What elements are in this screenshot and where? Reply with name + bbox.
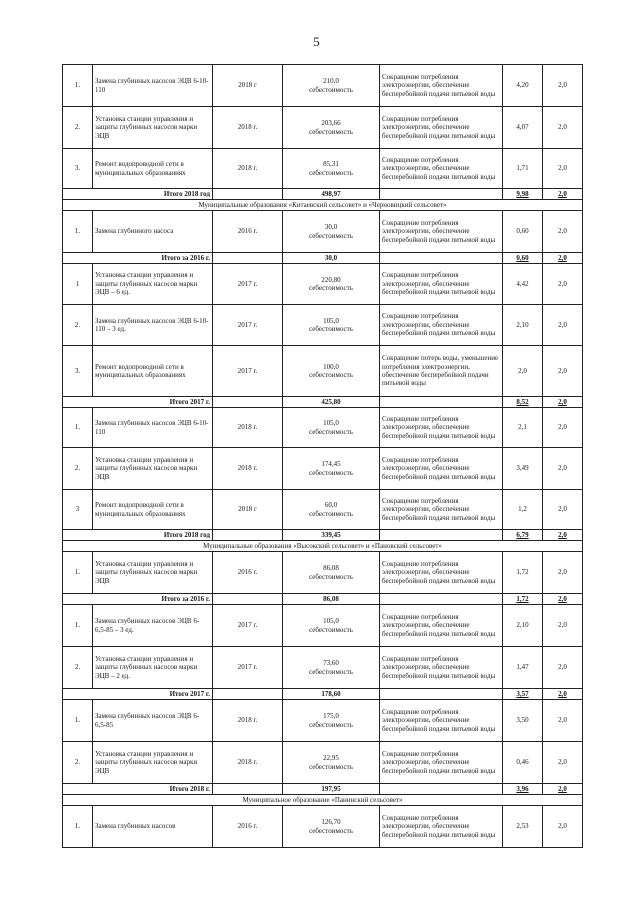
cost-note: себестоимость (309, 371, 353, 379)
measure-payback: 2,0 (543, 305, 583, 346)
total-economy: 6,79 (503, 530, 543, 541)
measure-effect: Сокращение потребления электроэнергии, обеспечение бесперебойной подачи питьевой воды (380, 605, 503, 647)
total-row (63, 189, 583, 200)
cost-note: себестоимость (309, 231, 353, 240)
measure-year: 2018 г. (213, 408, 283, 448)
measure-cost (283, 742, 380, 784)
total-cost: 339,45 (283, 530, 380, 541)
total-cost: 30,0 (283, 253, 380, 264)
measure-year: 2018 г. (213, 107, 283, 149)
total-economy: 9,98 (503, 189, 543, 200)
cost-value: 105,0 (323, 316, 339, 325)
measure-name: Замена глубинных насосов ЭЦВ 6-10-110 – 3 ед. (93, 305, 213, 346)
measure-name: Установка станции управления и защиты глубинных насосов марки ЭЦВ (93, 448, 213, 490)
measure-economy: 2,0 (503, 346, 543, 397)
row-number: 2. (63, 742, 93, 784)
total-cost: 86,08 (283, 594, 380, 605)
total-label: Итого за 2016 г. (63, 253, 213, 264)
total-economy: 3,96 (503, 784, 543, 795)
section-header-row (63, 541, 583, 552)
table-row (63, 305, 583, 346)
table-row (63, 552, 583, 594)
total-effect-spacer (380, 784, 503, 795)
measure-name: Замена глубинных насосов ЭЦВ 6-6,5-85 (93, 700, 213, 742)
cost-value: 105,0 (323, 419, 339, 428)
table-row (63, 806, 583, 848)
row-number: 3 (63, 490, 93, 530)
total-cost: 425,80 (283, 397, 380, 408)
cost-note: себестоимость (309, 168, 353, 177)
total-effect-spacer (380, 594, 503, 605)
measure-payback: 2,0 (543, 264, 583, 305)
measure-year: 2018 г. (213, 700, 283, 742)
measure-payback: 2,0 (543, 149, 583, 189)
measure-payback: 2,0 (543, 552, 583, 594)
total-effect-spacer (380, 253, 503, 264)
measure-cost (283, 605, 380, 647)
measure-economy: 4,42 (503, 264, 543, 305)
measure-effect: Сокращение потребления электроэнергии, обеспечение бесперебойной подачи питьевой воды (380, 149, 503, 189)
section-header-row (63, 795, 583, 806)
measure-effect: Сокращение потребления электроэнергии, обеспечение бесперебойной подачи питьевой воды (380, 65, 503, 107)
cost-value: 60,0 (324, 501, 338, 510)
total-row (63, 253, 583, 264)
measure-payback: 2,0 (543, 448, 583, 490)
table-row (63, 264, 583, 305)
total-row (63, 530, 583, 541)
total-row (63, 689, 583, 700)
measure-economy: 0,46 (503, 742, 543, 784)
measure-payback: 2,0 (543, 65, 583, 107)
measure-payback: 2,0 (543, 647, 583, 689)
measure-cost (283, 408, 380, 448)
measure-effect: Сокращение потребления электроэнергии, обеспечение бесперебойной подачи питьевой воды (380, 700, 503, 742)
table-row (63, 490, 583, 530)
cost-note: себестоимость (309, 667, 353, 676)
measure-year: 2017 г. (213, 305, 283, 346)
measure-name: Установка станции управления и защиты глубинных насосов марки ЭЦВ (93, 742, 213, 784)
table-row (63, 742, 583, 784)
measure-year: 2017 г. (213, 647, 283, 689)
row-number: 1. (63, 408, 93, 448)
measure-cost (283, 149, 380, 189)
measure-economy: 2,53 (503, 806, 543, 848)
cost-value: 210,0 (323, 77, 339, 86)
measure-effect: Сокращение потребления электроэнергии, обеспечение бесперебойной подачи питьевой воды (380, 408, 503, 448)
row-number: 1. (63, 806, 93, 848)
measure-effect: Сокращение потребления электроэнергии, обеспечение бесперебойной подачи питьевой воды (380, 211, 503, 253)
total-spacer (213, 189, 283, 200)
measure-year: 2017 г. (213, 346, 283, 397)
total-cost: 178,60 (283, 689, 380, 700)
measure-effect: Сокращение потребления электроэнергии, обеспечение бесперебойной подачи питьевой воды (380, 448, 503, 490)
measure-payback: 2,0 (543, 408, 583, 448)
measure-effect: Сокращение потребления электроэнергии, обеспечение бесперебойной подачи питьевой воды (380, 107, 503, 149)
measure-cost (283, 806, 380, 848)
cost-note: себестоимость (309, 427, 353, 436)
total-economy: 1,72 (503, 594, 543, 605)
cost-value: 220,80 (321, 275, 341, 284)
measure-year: 2016 г. (213, 552, 283, 594)
total-cost: 498,97 (283, 189, 380, 200)
measure-name: Установка станции управления и защиты глубинных насосов марки ЭЦВ (93, 107, 213, 149)
total-payback: 2,0 (543, 530, 583, 541)
total-spacer (213, 594, 283, 605)
measure-economy: 2,1 (503, 408, 543, 448)
cost-note: себестоимость (309, 762, 353, 771)
total-spacer (213, 784, 283, 795)
total-economy: 8,52 (503, 397, 543, 408)
measure-economy: 3,49 (503, 448, 543, 490)
cost-value: 100,0 (323, 362, 339, 371)
measure-name: Замена глубинного насоса (93, 211, 213, 253)
measure-cost (283, 490, 380, 530)
measure-year: 2018 г (213, 65, 283, 107)
measure-name: Ремонт водопроводной сети в муниципальных образованиях (93, 490, 213, 530)
measure-payback: 2,0 (543, 700, 583, 742)
total-spacer (213, 689, 283, 700)
measure-year: 2016 г. (213, 211, 283, 253)
total-label: Итого 2018 г. (63, 784, 213, 795)
measure-effect: Сокращение потребления электроэнергии, обеспечение бесперебойной подачи питьевой воды (380, 490, 503, 530)
measure-cost (283, 264, 380, 305)
measure-effect: Сокращение потребления электроэнергии, обеспечение бесперебойной подачи питьевой воды (380, 806, 503, 848)
total-label: Итого 2018 год (63, 530, 213, 541)
measure-payback: 2,0 (543, 107, 583, 149)
total-payback: 2,0 (543, 189, 583, 200)
measure-payback: 2,0 (543, 742, 583, 784)
measure-economy: 1,47 (503, 647, 543, 689)
measure-effect: Сокращение потребления электроэнергии, обеспечение бесперебойной подачи питьевой воды (380, 305, 503, 346)
total-spacer (213, 397, 283, 408)
total-payback: 2,0 (543, 594, 583, 605)
section-title: Муниципальные образования «Высокский сельсовет» и «Пановский сельсовет» (63, 541, 583, 552)
row-number: 3. (63, 149, 93, 189)
measure-year: 2016 г. (213, 806, 283, 848)
measure-effect: Сокращение потребления электроэнергии, обеспечение бесперебойной подачи питьевой воды (380, 552, 503, 594)
total-effect-spacer (380, 530, 503, 541)
total-row (63, 594, 583, 605)
measure-name: Установка станции управления и защиты глубинных насосов марки ЭЦВ (93, 552, 213, 594)
row-number: 2. (63, 448, 93, 490)
measure-economy: 1,72 (503, 552, 543, 594)
total-effect-spacer (380, 189, 503, 200)
measure-economy: 0,60 (503, 211, 543, 253)
total-economy: 3,57 (503, 689, 543, 700)
total-row (63, 784, 583, 795)
measure-effect: Сокращение потребления электроэнергии, обеспечение бесперебойной подачи питьевой воды (380, 264, 503, 305)
cost-note: себестоимость (309, 127, 353, 136)
cost-value: 85,31 (323, 160, 339, 169)
measure-name: Ремонт водопроводной сети в муниципальных образованиях (93, 346, 213, 397)
cost-value: 86,08 (323, 564, 339, 573)
table-row (63, 346, 583, 397)
total-spacer (213, 253, 283, 264)
total-cost: 197,95 (283, 784, 380, 795)
measure-economy: 2,10 (503, 605, 543, 647)
measure-effect: Сокращение потребления электроэнергии, обеспечение бесперебойной подачи питьевой воды (380, 742, 503, 784)
cost-value: 126,70 (321, 818, 341, 827)
cost-note: себестоимость (309, 468, 353, 477)
total-label: Итого 2017 г. (63, 689, 213, 700)
row-number: 2. (63, 107, 93, 149)
measure-cost (283, 107, 380, 149)
row-number: 1. (63, 65, 93, 107)
measure-payback: 2,0 (543, 490, 583, 530)
measure-economy: 1,2 (503, 490, 543, 530)
row-number: 1. (63, 552, 93, 594)
total-payback: 2,0 (543, 253, 583, 264)
measure-name: Замена глубинных насосов ЭЦВ 6-6,5-85 – 3 ед. (93, 605, 213, 647)
row-number: 1 (63, 264, 93, 305)
table-row (63, 647, 583, 689)
measure-name: Замена глубинных насосов ЭЦВ 6-10-110 (93, 408, 213, 448)
measure-effect: Сокращение потерь воды, уменьшение потребления электроэнергии, обеспечение бесперебойной подачи питьевой воды (380, 346, 503, 397)
table-row (63, 448, 583, 490)
row-number: 1. (63, 700, 93, 742)
table-row (63, 107, 583, 149)
measure-cost (283, 211, 380, 253)
total-label: Итого за 2016 г. (63, 594, 213, 605)
measure-year: 2018 г. (213, 149, 283, 189)
measure-payback: 2,0 (543, 211, 583, 253)
measure-cost (283, 305, 380, 346)
table-row (63, 700, 583, 742)
cost-note: себестоимость (309, 509, 353, 518)
table-row (63, 149, 583, 189)
cost-value: 175,0 (323, 712, 339, 721)
cost-note: себестоимость (309, 625, 353, 634)
cost-value: 174,45 (321, 460, 341, 469)
row-number: 3. (63, 346, 93, 397)
cost-note: себестоимость (309, 85, 353, 94)
measure-economy: 3,50 (503, 700, 543, 742)
section-title: Муниципальное образование «Панинский сельсовет» (63, 795, 583, 806)
measure-economy: 4,20 (503, 65, 543, 107)
measure-year: 2018 г. (213, 448, 283, 490)
section-header-row (63, 200, 583, 211)
total-economy: 0,60 (503, 253, 543, 264)
measure-cost (283, 448, 380, 490)
cost-note: себестоимость (309, 284, 353, 292)
measure-cost (283, 700, 380, 742)
cost-note: себестоимость (309, 325, 353, 333)
measure-year: 2018 г (213, 490, 283, 530)
measure-name: Установка станции управления и защиты глубинных насосов марки ЭЦВ – 2 ед. (93, 647, 213, 689)
total-payback: 2,0 (543, 689, 583, 700)
measure-year: 2017 г. (213, 264, 283, 305)
cost-value: 73,60 (323, 659, 339, 668)
total-row (63, 397, 583, 408)
cost-value: 105,0 (323, 617, 339, 626)
measure-year: 2018 г. (213, 742, 283, 784)
measure-cost (283, 647, 380, 689)
cost-value: 203,66 (321, 119, 341, 128)
cost-value: 22,95 (323, 754, 339, 763)
cost-note: себестоимость (309, 720, 353, 729)
measure-cost (283, 552, 380, 594)
measure-cost (283, 65, 380, 107)
cost-value: 30,0 (324, 223, 338, 232)
total-spacer (213, 530, 283, 541)
cost-note: себестоимость (309, 826, 353, 835)
measure-payback: 2,0 (543, 346, 583, 397)
row-number: 2. (63, 305, 93, 346)
table-body (63, 65, 583, 848)
table-row (63, 408, 583, 448)
total-payback: 2,0 (543, 784, 583, 795)
page-number: 5 (313, 34, 320, 49)
measure-economy: 2,10 (503, 305, 543, 346)
measure-economy: 4,07 (503, 107, 543, 149)
total-label: Итого 2018 год (63, 189, 213, 200)
row-number: 1. (63, 605, 93, 647)
total-effect-spacer (380, 689, 503, 700)
row-number: 1. (63, 211, 93, 253)
measure-economy: 1,71 (503, 149, 543, 189)
table-row (63, 605, 583, 647)
measure-effect: Сокращение потребления электроэнергии, обеспечение бесперебойной подачи питьевой воды (380, 647, 503, 689)
measure-payback: 2,0 (543, 806, 583, 848)
measure-payback: 2,0 (543, 605, 583, 647)
measure-name: Ремонт водопроводной сети в муниципальных образованиях (93, 149, 213, 189)
measures-table (62, 64, 583, 848)
row-number: 2. (63, 647, 93, 689)
total-payback: 2,0 (543, 397, 583, 408)
measure-cost (283, 346, 380, 397)
measure-name: Установка станции управления и защиты глубинных насосов марки ЭЦВ – 6 ед. (93, 264, 213, 305)
total-effect-spacer (380, 397, 503, 408)
measure-name: Замена глубинных насосов ЭЦВ 6-10-110 (93, 65, 213, 107)
table-row (63, 211, 583, 253)
cost-note: себестоимость (309, 572, 353, 581)
measure-name: Замена глубинных насосов (93, 806, 213, 848)
total-label: Итого 2017 г. (63, 397, 213, 408)
measure-year: 2017 г. (213, 605, 283, 647)
section-title: Муниципальные образования «Китаевский сельсовет» и «Черновицкий сельсовет» (63, 200, 583, 211)
table-row (63, 65, 583, 107)
